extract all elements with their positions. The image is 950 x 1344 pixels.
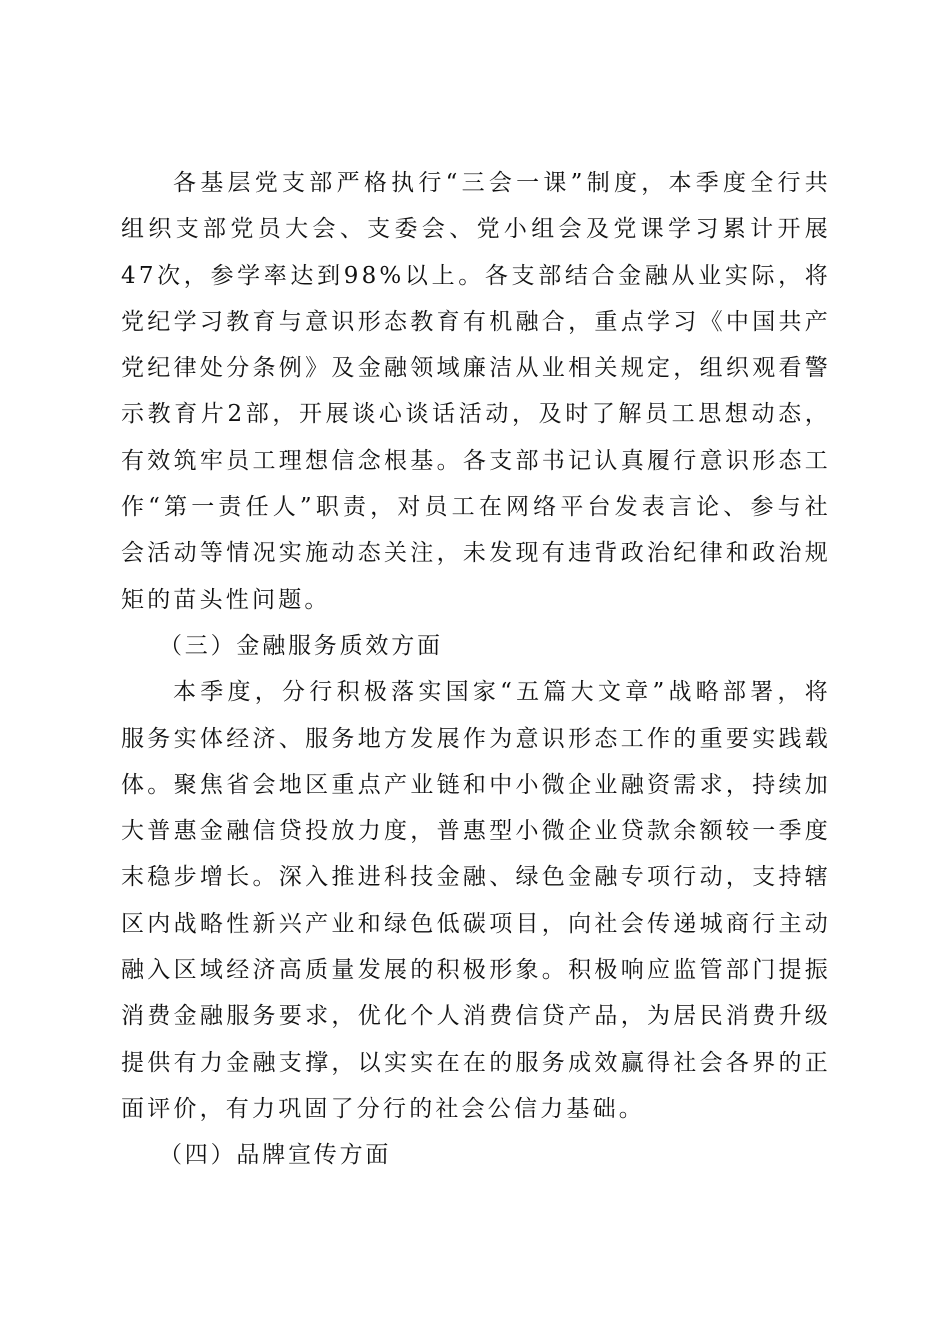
body-paragraph-party-branch: 各基层党支部严格执行“三会一课”制度，本季度全行共组织支部党员大会、支委会、党小组会及党课学习累计开展47次，参学率达到98%以上。各支部结合金融从业实际，将党纪学习教育与意识形态教育有机融合，重点学习《中国共产党纪律处分条例》及金融领域廉洁从业相关规定，组织观看警示教育片2部，开展谈心谈话活动，及时了解员工思想动态，有效筑牢员工理想信念根基。各支部书记认真履行意识形态工作“第一责任人”职责，对员工在网络平台发表言论、参与社会活动等情况实施动态关注，未发现有违背政治纪律和政治规矩的苗头性问题。 — [121, 170, 831, 613]
body-paragraph-financial-services: 本季度，分行积极落实国家“五篇大文章”战略部署，将服务实体经济、服务地方发展作为意识形态工作的重要实践载体。聚焦省会地区重点产业链和中小微企业融资需求，持续加大普惠金融信贷投放力度，普惠型小微企业贷款余额较一季度末稳步增长。深入推进科技金融、绿色金融专项行动，支持辖区内战略性新兴产业和绿色低碳项目，向社会传递城商行主动融入区域经济高质量发展的积极形象。积极响应监管部门提振消费金融服务要求，优化个人消费信贷产品，为居民消费升级提供有力金融支撑，以实实在在的服务成效赢得社会各界的正面评价，有力巩固了分行的社会公信力基础。 — [121, 679, 831, 1122]
section-heading-financial-services: （三）金融服务质效方面 — [159, 632, 443, 659]
section-heading-brand-promotion: （四）品牌宣传方面 — [159, 1142, 392, 1169]
document-body — [121, 160, 831, 1179]
